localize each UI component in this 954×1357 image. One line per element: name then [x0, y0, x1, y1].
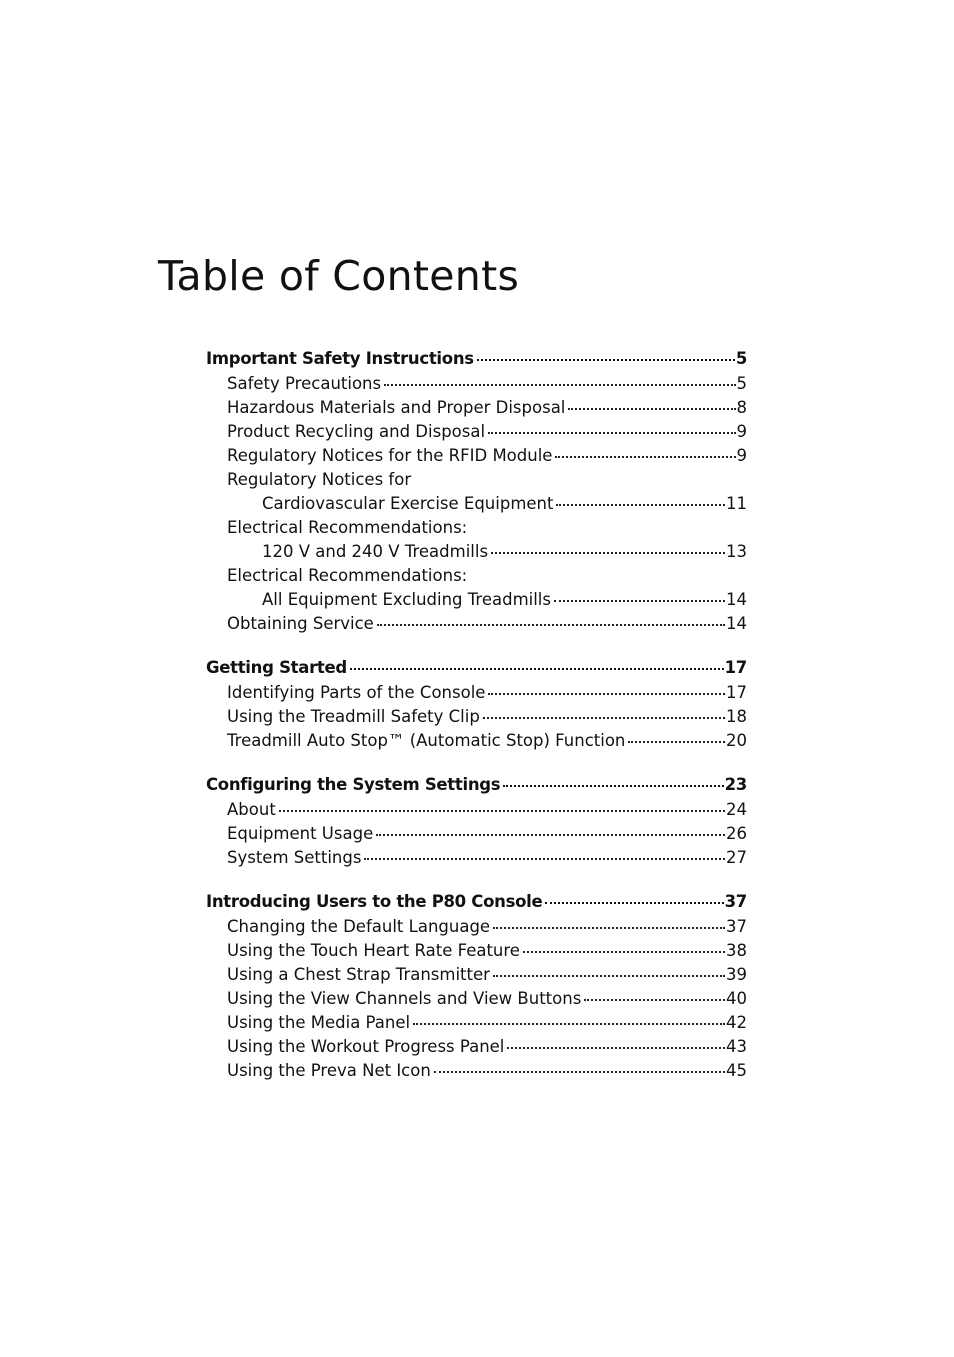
toc-entry-link[interactable]: [206, 798, 747, 822]
toc-entry-link[interactable]: [206, 1011, 747, 1035]
toc-page-number: 39: [726, 965, 747, 984]
toc-entry-label: Electrical Recommendations:: [227, 518, 468, 537]
dot-leader: [556, 504, 725, 506]
dot-leader: [554, 600, 725, 602]
toc-entry-link[interactable]: [206, 1059, 747, 1083]
toc-entry-continuation: All Equipment Excluding Treadmills: [262, 590, 551, 609]
toc-entry-link[interactable]: [206, 420, 747, 444]
toc-entry-continuation: Cardiovascular Exercise Equipment: [262, 494, 554, 513]
toc-entry-label: Using the Media Panel: [227, 1013, 411, 1032]
toc-page-number: 11: [726, 494, 747, 513]
toc-heading-link[interactable]: [206, 655, 747, 681]
toc-page-number: 14: [726, 614, 747, 633]
dot-leader: [545, 902, 723, 904]
toc-section: [206, 655, 747, 753]
toc-entry-label: Equipment Usage: [227, 824, 374, 843]
toc-page-number: 37: [724, 892, 747, 911]
toc-page-number: 23: [724, 775, 747, 794]
toc-heading-label: Getting Started: [206, 658, 347, 677]
toc-entry-continuation: 120 V and 240 V Treadmills: [262, 542, 489, 561]
toc-entry-first-line[interactable]: [206, 468, 747, 492]
toc-entry-label: Product Recycling and Disposal: [227, 422, 486, 441]
toc-heading-link[interactable]: [206, 772, 747, 798]
dot-leader: [434, 1071, 725, 1073]
toc-entry-link[interactable]: [206, 540, 747, 564]
dot-leader: [491, 552, 725, 554]
dot-leader: [555, 456, 735, 458]
toc-entry-link[interactable]: [206, 822, 747, 846]
dot-leader: [628, 741, 725, 743]
dot-leader: [350, 668, 724, 670]
toc-heading-label: Configuring the System Settings: [206, 775, 501, 794]
toc-entry-label: Using the Treadmill Safety Clip: [227, 707, 480, 726]
toc-page-number: 40: [726, 989, 747, 1008]
toc-page-number: 45: [726, 1061, 747, 1080]
toc-entry-label: About: [227, 800, 276, 819]
dot-leader: [279, 810, 725, 812]
toc-entry-label: Using the Workout Progress Panel: [227, 1037, 505, 1056]
dot-leader: [364, 858, 725, 860]
toc-page-number: 20: [726, 731, 747, 750]
toc-page-number: 27: [726, 848, 747, 867]
toc-entry-label: Using the View Channels and View Buttons: [227, 989, 582, 1008]
toc-entry-label: Changing the Default Language: [227, 917, 491, 936]
toc-entry-link[interactable]: [206, 729, 747, 753]
toc-page-number: 17: [724, 658, 747, 677]
toc-entry-label: Hazardous Materials and Proper Disposal: [227, 398, 566, 417]
toc-heading-link[interactable]: [206, 889, 747, 915]
toc-entry-link[interactable]: [206, 396, 747, 420]
toc-entry-link[interactable]: [206, 939, 747, 963]
toc-entry-link[interactable]: [206, 492, 747, 516]
toc-entry-link[interactable]: [206, 588, 747, 612]
toc-entry-label: Using a Chest Strap Transmitter: [227, 965, 490, 984]
toc-page-number: 24: [726, 800, 747, 819]
dot-leader: [493, 927, 725, 929]
toc-entry-label: Electrical Recommendations:: [227, 566, 468, 585]
toc-entry-first-line[interactable]: [206, 516, 747, 540]
toc-page-number: 5: [735, 349, 747, 368]
toc-page-number: 26: [726, 824, 747, 843]
toc-entry-label: Using the Preva Net Icon: [227, 1061, 431, 1080]
toc-page-number: 9: [736, 446, 747, 465]
toc-page-number: 8: [736, 398, 747, 417]
toc-page-number: 37: [726, 917, 747, 936]
toc-entry-label: Safety Precautions: [227, 374, 382, 393]
dot-leader: [584, 999, 725, 1001]
toc-entry-link[interactable]: [206, 963, 747, 987]
toc-page-number: 43: [726, 1037, 747, 1056]
toc-page-number: 9: [736, 422, 747, 441]
dot-leader: [488, 432, 735, 434]
toc-heading-link[interactable]: [206, 346, 747, 372]
toc-entry-label: Using the Touch Heart Rate Feature: [227, 941, 520, 960]
toc-heading-label: Important Safety Instructions: [206, 349, 474, 368]
toc-entry-label: Regulatory Notices for the RFID Module: [227, 446, 553, 465]
toc-entry-link[interactable]: [206, 1035, 747, 1059]
toc-entry-link[interactable]: [206, 372, 747, 396]
toc-page-number: 13: [726, 542, 747, 561]
toc-page-number: 5: [736, 374, 747, 393]
table-of-contents: [206, 346, 747, 1102]
toc-entry-label: Identifying Parts of the Console: [227, 683, 486, 702]
toc-page-number: 18: [726, 707, 747, 726]
toc-section: [206, 772, 747, 870]
toc-page-number: 38: [726, 941, 747, 960]
toc-entry-label: Treadmill Auto Stop™ (Automatic Stop) Function: [227, 731, 626, 750]
toc-page-number: 14: [726, 590, 747, 609]
dot-leader: [483, 717, 725, 719]
toc-entry-link[interactable]: [206, 705, 747, 729]
toc-section: [206, 889, 747, 1083]
toc-entry-link[interactable]: [206, 915, 747, 939]
dot-leader: [377, 624, 725, 626]
toc-entry-link[interactable]: [206, 612, 747, 636]
dot-leader: [507, 1047, 725, 1049]
dot-leader: [413, 1023, 725, 1025]
toc-entry-link[interactable]: [206, 444, 747, 468]
toc-section: [206, 346, 747, 636]
toc-page-number: 42: [726, 1013, 747, 1032]
toc-entry-link[interactable]: [206, 846, 747, 870]
dot-leader: [568, 408, 735, 410]
dot-leader: [384, 384, 735, 386]
dot-leader: [488, 693, 725, 695]
toc-entry-label: Obtaining Service: [227, 614, 374, 633]
toc-page-number: 17: [726, 683, 747, 702]
page-title: Table of Contents: [158, 252, 520, 300]
toc-heading-label: Introducing Users to the P80 Console: [206, 892, 543, 911]
toc-entry-first-line[interactable]: [206, 564, 747, 588]
toc-entry-label: Regulatory Notices for: [227, 470, 412, 489]
dot-leader: [376, 834, 725, 836]
dot-leader: [503, 785, 723, 787]
toc-entry-link[interactable]: [206, 987, 747, 1011]
dot-leader: [493, 975, 725, 977]
toc-entry-label: System Settings: [227, 848, 362, 867]
dot-leader: [523, 951, 725, 953]
toc-entry-link[interactable]: [206, 681, 747, 705]
dot-leader: [477, 359, 735, 361]
